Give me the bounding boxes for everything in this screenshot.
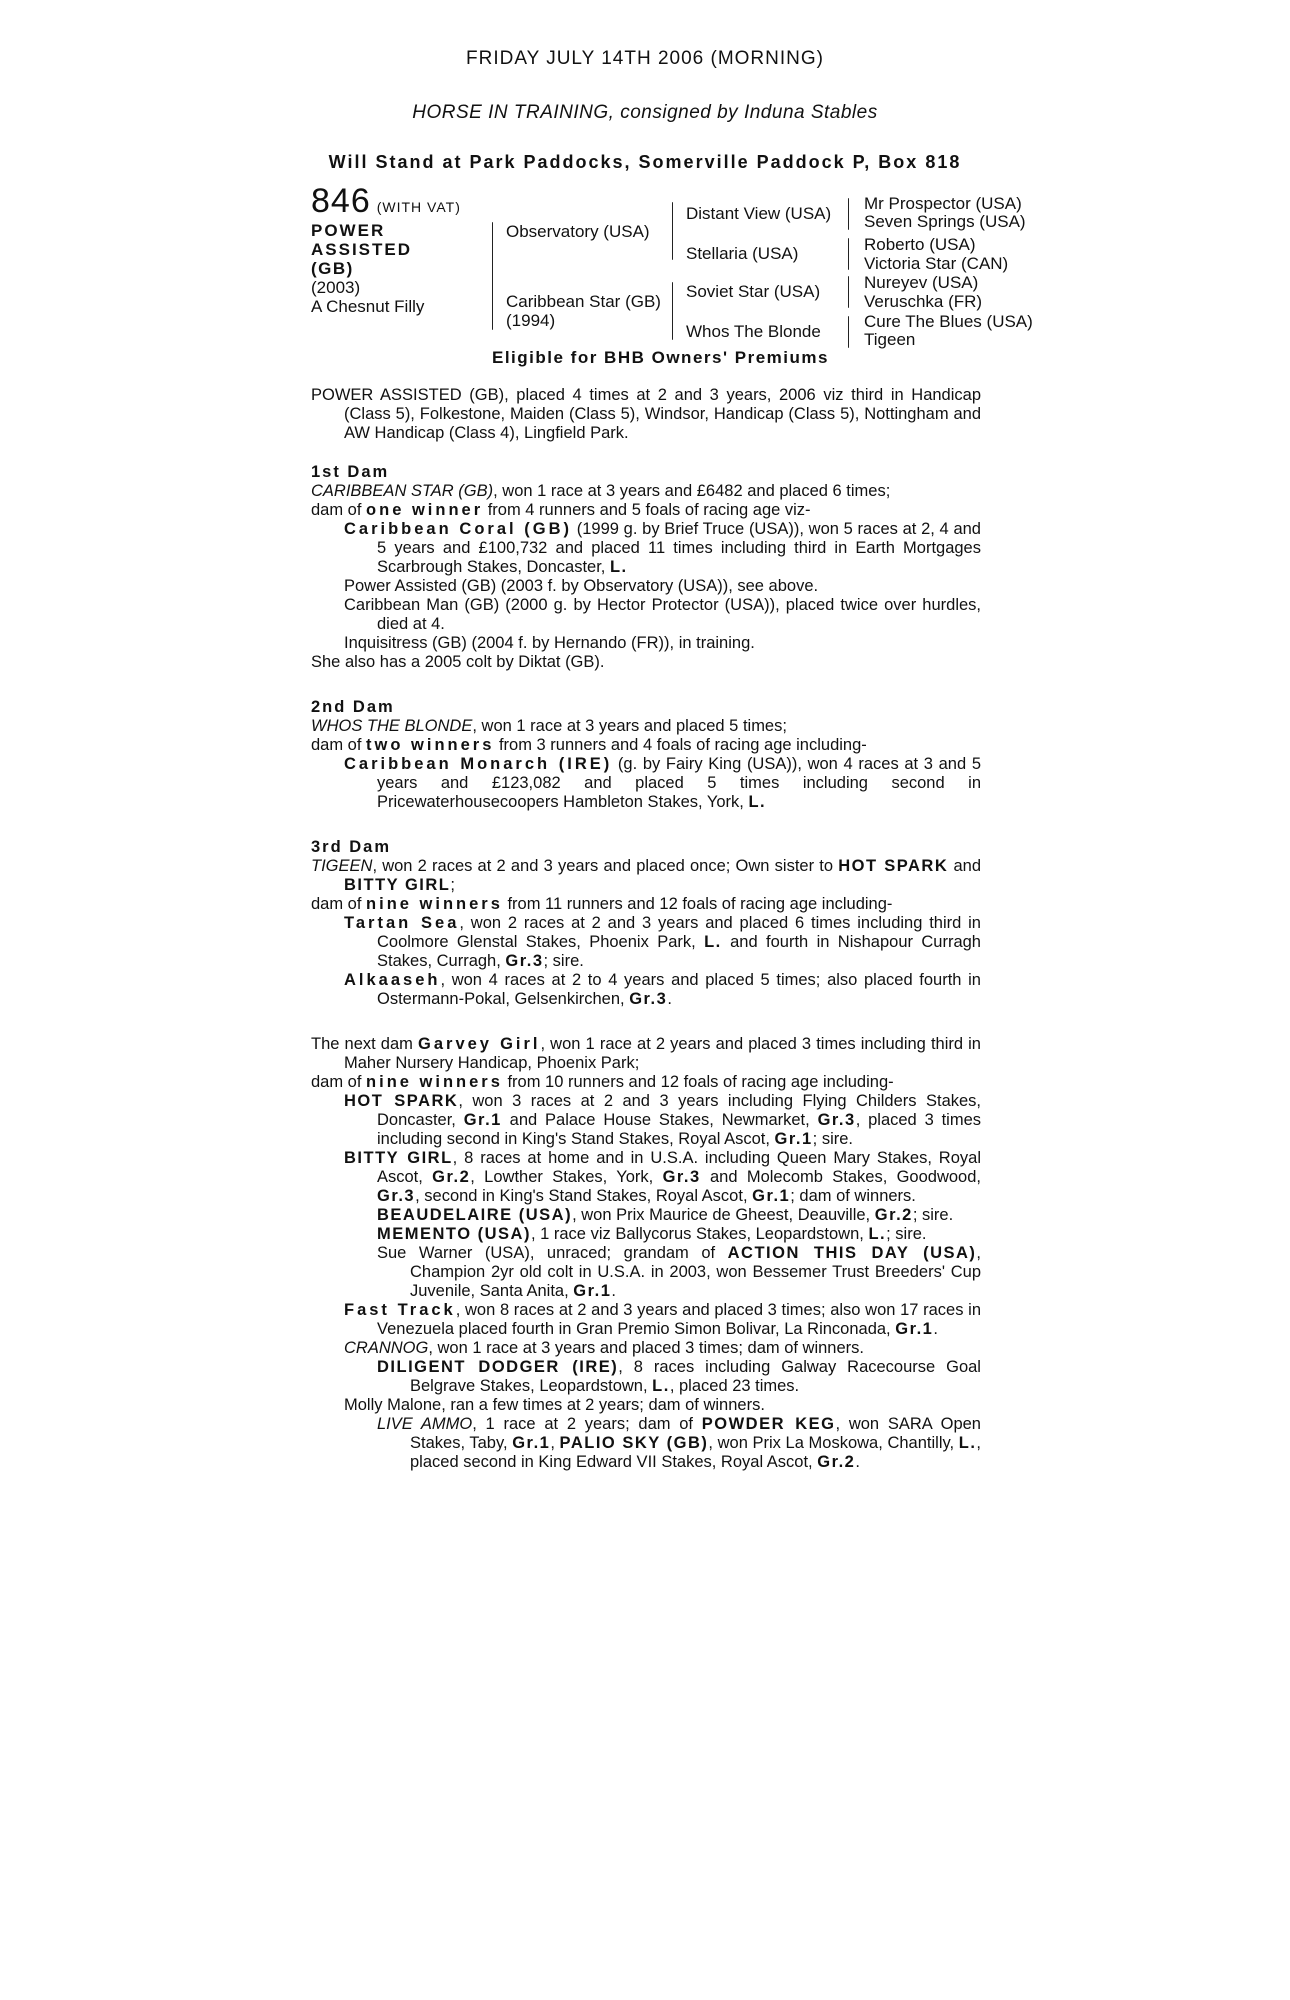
progeny-2005-colt: She also has a 2005 colt by Diktat (GB). bbox=[311, 653, 605, 671]
sire-brace bbox=[672, 202, 673, 260]
progeny-memento: MEMENTO (USA), 1 race viz Ballycorus Stakes, Leopardstown, L.; sire. bbox=[377, 1225, 927, 1243]
lot-title: HORSE IN TRAINING, consigned by Induna Stables bbox=[412, 102, 878, 123]
progeny-molly-malone: Molly Malone, ran a few times at 2 years; dam of winners. bbox=[344, 1396, 765, 1414]
pedigree-dam-sire: Soviet Star (USA) bbox=[686, 282, 821, 301]
eligibility-note: Eligible for BHB Owners' Premiums bbox=[492, 348, 829, 367]
pedigree-g4: Victoria Star (CAN) bbox=[864, 254, 1009, 273]
third-dam-heading: 3rd Dam bbox=[311, 838, 392, 856]
pedigree-g3: Roberto (USA) bbox=[864, 235, 976, 254]
progeny-power-assisted: Power Assisted (GB) (2003 f. by Observatory (USA)), see above. bbox=[344, 577, 819, 595]
progeny-caribbean-man: Caribbean Man (GB) (2000 g. by Hector Protector (USA)), placed twice over hurdles, died at 4. bbox=[344, 596, 981, 633]
g-brace-4 bbox=[848, 316, 849, 348]
pedigree-brace bbox=[492, 222, 493, 330]
g-brace-3 bbox=[848, 276, 849, 308]
horse-description: A Chesnut Filly bbox=[311, 297, 425, 316]
racing-summary: POWER ASSISTED (GB), placed 4 times at 2 and 3 years, 2006 viz third in Handicap (Class 5), Folkestone, Maiden (Class 5), Windsor, Handicap (Class 5), Nottingham and AW Handicap (Class 4), Lingfield Park. bbox=[311, 386, 981, 442]
g-brace-2 bbox=[848, 238, 849, 270]
horse-country: (GB) bbox=[311, 259, 354, 278]
lot-info bbox=[311, 182, 491, 316]
progeny-sue-warner: Sue Warner (USA), unraced; grandam of ACTION THIS DAY (USA), Champion 2yr old colt in U.S.A. in 2003, won Bessemer Trust Breeders' Cup Juvenile, Santa Anita, Gr.1. bbox=[377, 1244, 981, 1300]
next-dam-produce: dam of nine winners from 10 runners and 12 foals of racing age including- bbox=[311, 1073, 894, 1091]
first-dam-line: CARIBBEAN STAR (GB), won 1 race at 3 years and £6482 and placed 6 times; bbox=[311, 482, 891, 500]
pedigree-sire: Observatory (USA) bbox=[506, 222, 650, 241]
first-dam-heading: 1st Dam bbox=[311, 463, 390, 481]
pedigree-g6: Veruschka (FR) bbox=[864, 292, 983, 311]
progeny-inquisitress: Inquisitress (GB) (2004 f. by Hernando (FR)), in training. bbox=[344, 634, 755, 652]
progeny-alkaaseh: Alkaaseh, won 4 races at 2 to 4 years and placed 5 times; also placed fourth in Ostermann-Pokal, Gelsenkirchen, Gr.3. bbox=[344, 971, 981, 1008]
pedigree-g2: Seven Springs (USA) bbox=[864, 212, 1026, 231]
second-dam-heading: 2nd Dam bbox=[311, 698, 395, 716]
second-dam-produce: dam of two winners from 3 runners and 4 foals of racing age including- bbox=[311, 736, 867, 754]
pedigree-sire-sire: Distant View (USA) bbox=[686, 204, 832, 223]
progeny-caribbean-monarch: Caribbean Monarch (IRE) (g. by Fairy King (USA)), won 4 races at 3 and 5 years and £123,082 and placed 5 times including second in Pricewaterhousecoopers Hambleton Stakes, York, L. bbox=[344, 755, 981, 811]
third-dam-produce: dam of nine winners from 11 runners and 12 foals of racing age including- bbox=[311, 895, 893, 913]
progeny-crannog: CRANNOG, won 1 race at 3 years and placed 3 times; dam of winners. bbox=[344, 1339, 864, 1357]
dam-brace bbox=[672, 282, 673, 340]
pedigree-dam-year: (1994) bbox=[506, 311, 556, 330]
third-dam-line: TIGEEN, won 2 races at 2 and 3 years and placed once; Own sister to HOT SPARK and BITTY GIRL; bbox=[311, 857, 981, 894]
progeny-tartan-sea: Tartan Sea, won 2 races at 2 and 3 years and placed 6 times including third in Coolmore Glenstal Stakes, Phoenix Park, L. and fourth in Nishapour Curragh Stakes, Curragh, Gr.3; sire. bbox=[344, 914, 981, 970]
vat-note: (WITH VAT) bbox=[376, 199, 461, 215]
pedigree-g1: Mr Prospector (USA) bbox=[864, 194, 1022, 213]
progeny-bitty-girl: BITTY GIRL, 8 races at home and in U.S.A. including Queen Mary Stakes, Royal Ascot, Gr.2, Lowther Stakes, York, Gr.3 and Molecomb Stakes, Goodwood, Gr.3, second in King's Stand Stakes, Royal Ascot, Gr.1; dam of winners. bbox=[344, 1149, 981, 1205]
pedigree-sire-dam: Stellaria (USA) bbox=[686, 244, 799, 263]
sale-date: FRIDAY JULY 14TH 2006 (MORNING) bbox=[466, 48, 824, 69]
stand-location: Will Stand at Park Paddocks, Somerville Paddock P, Box 818 bbox=[328, 152, 962, 172]
pedigree-g7: Cure The Blues (USA) bbox=[864, 312, 1033, 331]
pedigree-dam-dam: Whos The Blonde bbox=[686, 322, 821, 341]
pedigree-dam: Caribbean Star (GB) bbox=[506, 292, 661, 311]
first-dam-produce: dam of one winner from 4 runners and 5 foals of racing age viz- bbox=[311, 501, 811, 519]
pedigree-g8: Tigeen bbox=[864, 330, 916, 349]
progeny-hot-spark: HOT SPARK, won 3 races at 2 and 3 years including Flying Childers Stakes, Doncaster, Gr.1 and Palace House Stakes, Newmarket, Gr.3, placed 3 times including second in King's Stand Stakes, Royal Ascot, Gr.1; sire. bbox=[344, 1092, 982, 1148]
progeny-caribbean-coral: Caribbean Coral (GB) (1999 g. by Brief Truce (USA)), won 5 races at 2, 4 and 5 years and £100,732 and placed 11 times including third in Earth Mortgages Scarbrough Stakes, Doncaster, L. bbox=[344, 520, 981, 576]
progeny-live-ammo: LIVE AMMO, 1 race at 2 years; dam of POWDER KEG, won SARA Open Stakes, Taby, Gr.1, PALIO SKY (GB), won Prix La Moskowa, Chantilly, L., placed second in King Edward VII Stakes, Royal Ascot, Gr.2. bbox=[377, 1415, 981, 1471]
progeny-diligent-dodger: DILIGENT DODGER (IRE), 8 races including Galway Racecourse Goal Belgrave Stakes, Leopardstown, L., placed 23 times. bbox=[377, 1358, 981, 1395]
progeny-fast-track: Fast Track, won 8 races at 2 and 3 years and placed 3 times; also won 17 races in Venezuela placed fourth in Gran Premio Simon Bolivar, La Rinconada, Gr.1. bbox=[344, 1301, 981, 1338]
catalogue-body bbox=[311, 386, 981, 1472]
horse-name: POWER ASSISTED bbox=[311, 221, 413, 259]
next-dam-line: The next dam Garvey Girl, won 1 race at 2 years and placed 3 times including third in Maher Nursery Handicap, Phoenix Park; bbox=[311, 1035, 981, 1072]
g-brace-1 bbox=[848, 198, 849, 230]
horse-year: (2003) bbox=[311, 278, 361, 297]
second-dam-line: WHOS THE BLONDE, won 1 race at 3 years and placed 5 times; bbox=[311, 717, 787, 735]
progeny-beaudelaire: BEAUDELAIRE (USA), won Prix Maurice de Gheest, Deauville, Gr.2; sire. bbox=[377, 1206, 954, 1224]
lot-number: 846 bbox=[311, 182, 371, 220]
pedigree-g5: Nureyev (USA) bbox=[864, 273, 979, 292]
